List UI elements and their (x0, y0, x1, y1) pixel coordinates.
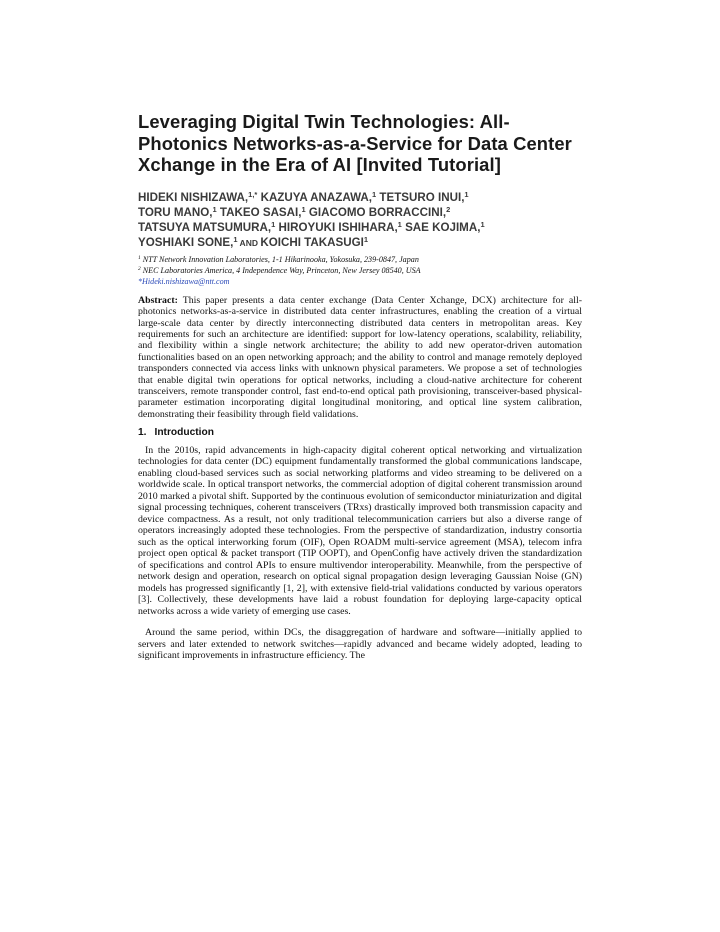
author-affiliation-mark: 1 (480, 219, 485, 229)
author-affiliation-mark: 1 (212, 204, 217, 214)
author-name: TORU MANO, (138, 205, 213, 219)
paper-title: Leveraging Digital Twin Technologies: All-Photonics Networks-as-a-Service for Data Center Xchange in the Era of AI [Invited Tutorial] (138, 111, 572, 175)
body-paragraph: In the 2010s, rapid advancements in high-capacity digital coherent optical networking and virtualization technologies for data center (DC) equipment fundamentally transformed the global communications landscape, enabling cloud-based services such as social networking platforms and video streaming to be delivered on a worldwide scale. In optical transport networks, the commercial adoption of digital coherent transmission around 2010 marked a pivotal shift. Supported by the continuous evolution of semiconductor miniaturization and digital signal processing techniques, coherent transceivers (TRxs) drastically improved both transmission capacity and device compactness. As a result, not only traditional telecommunication carriers but also a diverse range of operators increasingly adopted these technologies. From the perspective of standardization, industry consortia such as the optical interworking forum (OIF), Open ROADM multi-service agreement (MSA), telecom infra project open optical & packet transport (TIP OOPT), and OpenConfig have actively driven the standardization of specifications and control APIs to ensure multivendor interoperability. Meanwhile, from the perspective of network design and operation, research on optical signal propagation design leveraging Gaussian Noise (GN) models has progressed significantly [1, 2], with extensive field-trial validations conducted by various operators [3]. Collectively, these developments have laid a robust foundation for deploying large-capacity optical networks across a wide variety of emerging use cases. (138, 444, 582, 617)
affiliation-mark: 1 (138, 255, 141, 262)
affiliation-text: NEC Laboratories America, 4 Independence Way, Princeton, New Jersey 08540, USA (140, 265, 421, 275)
author-affiliation-mark: 1,* (248, 189, 258, 199)
author-affiliation-mark: 1 (271, 219, 276, 229)
author-name: HIROYUKI ISHIHARA, (275, 220, 398, 234)
abstract (138, 295, 582, 420)
affiliation-line (138, 255, 582, 266)
section-number: 1. (138, 426, 147, 438)
author-list (138, 190, 582, 252)
author-name: TETSURO INUI, (376, 190, 465, 204)
abstract-label: Abstract: (138, 295, 178, 307)
author-name: YOSHIAKI SONE, (138, 236, 234, 250)
author-name: TATSUYA MATSUMURA, (138, 220, 272, 234)
author-affiliation-mark: 1 (397, 219, 402, 229)
section-heading (138, 426, 582, 439)
affiliation-text: NTT Network Innovation Laboratories, 1-1 Hikarinooka, Yokosuka, 239-0847, Japan (140, 255, 419, 265)
body-paragraph: Around the same period, within DCs, the disaggregation of hardware and software—initially applied to servers and later extended to network switches—rapidly advanced and became widely adopted, leading to significant improvements in infrastructure efficiency. The (138, 627, 582, 662)
affiliation-mark: 2 (138, 265, 141, 272)
affiliations (138, 255, 582, 287)
author-and: AND (237, 238, 261, 249)
author-affiliation-mark: 1 (233, 235, 238, 245)
section-title: Introduction (154, 426, 214, 438)
author-name: GIACOMO BORRACCINI, (305, 205, 447, 219)
author-name: KOICHI TAKASUGI (260, 236, 364, 250)
author-affiliation-mark: 1 (363, 235, 368, 245)
author-affiliation-mark: 2 (446, 204, 451, 214)
affiliation-line (138, 266, 582, 277)
abstract-text: This paper presents a data center exchange (Data Center Xchange, DCX) architecture for all-photonics networks-as-a-service in distributed data center infrastructures, enabling the creation of a virtual large-scale data center by directly interconnecting distributed data centers in metropolitan areas. Key requirements for such an architecture are identified: support for low-latency operations, scalability, reliability, and flexibility within a single network architecture; the ability to add new operator-driven automation functionalities based on an open networking approach; and the ability to control and manage remotely deployed transponders connected via access links with unknown physical parameters. We propose a set of technologies that enable digital twin operations for optical networks, including a cloud-native architecture for coherent transceivers, remote transponder control, fast end-to-end optical path provisioning, transceiver-based physical-parameter estimation incorporating digital longitudinal monitoring, and optical line system calibration, demonstrating their feasibility through field validations. (138, 295, 582, 420)
author-affiliation-mark: 1 (372, 189, 377, 199)
author-name: TAKEO SASAI, (216, 205, 302, 219)
author-name: KAZUYA ANAZAWA, (257, 190, 372, 204)
author-name: SAE KOJIMA, (401, 220, 481, 234)
author-name: HIDEKI NISHIZAWA, (138, 190, 249, 204)
corresponding-email-link[interactable]: *Hideki.nishizawa@ntt.com (138, 276, 230, 286)
paper-content (138, 111, 582, 672)
author-affiliation-mark: 1 (464, 189, 469, 199)
author-affiliation-mark: 1 (301, 204, 306, 214)
